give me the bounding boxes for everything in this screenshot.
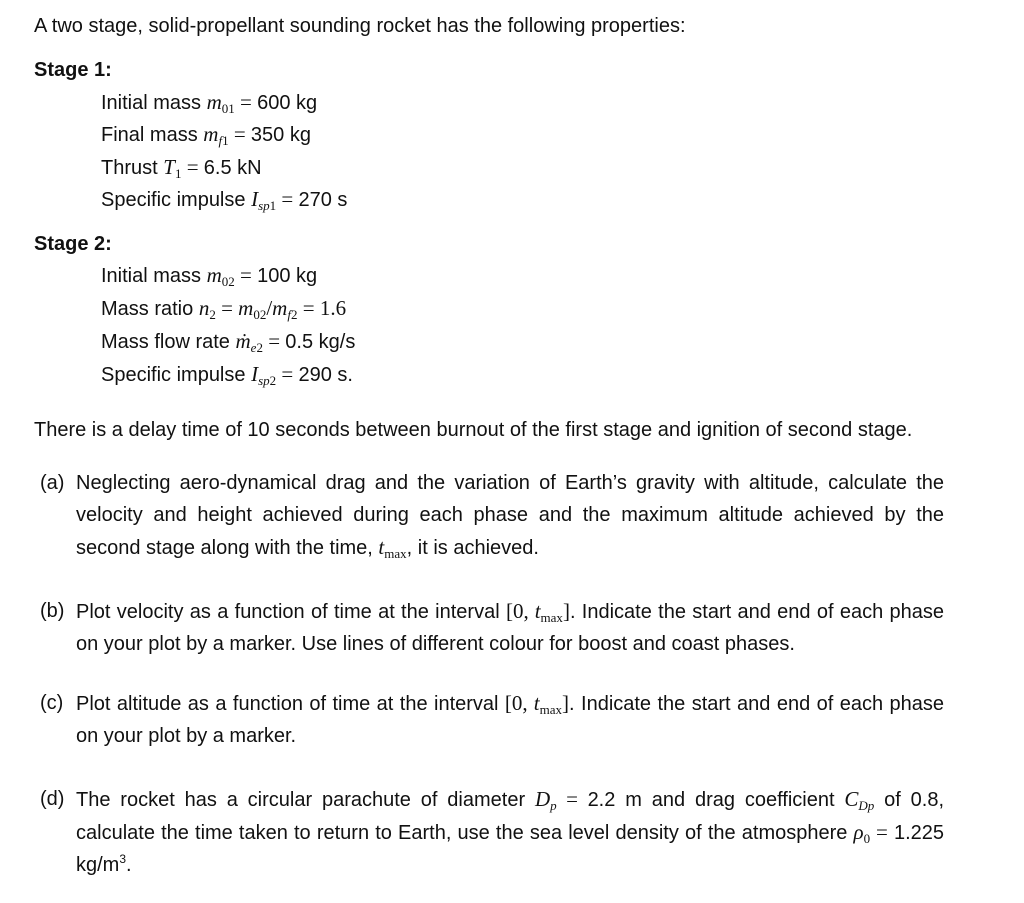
- part-a-text: [76, 467, 944, 564]
- stage1-isp-label: Specific impulse: [101, 189, 246, 211]
- part-c-text: [76, 687, 944, 752]
- stage2-initial-mass-label: Initial mass: [101, 265, 202, 287]
- stage2-mass-flow-value: 0.5 kg/s: [285, 331, 356, 353]
- stage1-isp: [101, 187, 347, 212]
- stage2-mass-ratio: [101, 296, 346, 321]
- stage1-thrust: [101, 155, 262, 180]
- part-b-text: [76, 595, 944, 660]
- tmax-symbol: $t_{max}$: [378, 535, 407, 561]
- m01-symbol: $m_{01}$ =: [206, 90, 258, 116]
- dp-symbol: $D_p$ =: [534, 787, 588, 813]
- isp1-symbol: $I_{sp1}$ =: [251, 187, 299, 213]
- part-a-text-after: , it is achieved.: [406, 537, 539, 559]
- stage2-initial-mass: [101, 263, 317, 288]
- mdot-e2-symbol: ṁ$_{e2}$ =: [235, 329, 286, 355]
- mf1-symbol: $m_{f1}$ =: [203, 122, 251, 148]
- stage1-initial-mass: [101, 90, 317, 115]
- part-d-text: [76, 783, 944, 881]
- t1-symbol: $T_1$ =: [163, 155, 204, 181]
- stage1-thrust-label: Thrust: [101, 157, 158, 179]
- stage1-initial-mass-value: 600 kg: [257, 92, 318, 114]
- stage2-mass-ratio-value: 1.6: [319, 296, 347, 320]
- stage1-heading: Stage 1:: [34, 59, 112, 81]
- stage2-heading: Stage 2:: [34, 233, 112, 255]
- stage2-isp: [101, 362, 353, 387]
- stage1-final-mass-value: 350 kg: [250, 124, 311, 146]
- part-c-text-before: Plot altitude as a function of time at the interval: [76, 693, 499, 715]
- part-b-text-after: . Indicate the start and end of each phase on your plot by a marker. Use lines of different colour for boost and coast phases.: [76, 601, 944, 655]
- stage1-final-mass-label: Final mass: [101, 124, 198, 146]
- part-c-text-after: . Indicate the start and end of each phase on your plot by a marker.: [76, 693, 945, 747]
- interval-symbol: [0, $t_{max}$]: [504, 691, 570, 717]
- part-a-text-before: Neglecting aero-dynamical drag and the variation of Earth’s gravity with altitude, calculate the velocity and height achieved during each phase and the maximum altitude achieved by the second stage along with the time,: [76, 472, 944, 559]
- stage1-initial-mass-label: Initial mass: [101, 92, 202, 114]
- part-d-text-3: of 0.8, calculate the time taken to return to Earth, use the sea level density of the atmosphere: [76, 789, 945, 844]
- part-d-text-1: The rocket has a circular parachute of diameter: [76, 789, 526, 811]
- intro-text: A two stage, solid-propellant sounding rocket has the following properties:: [34, 15, 686, 37]
- rho-value: 1.225 kg/m: [76, 822, 945, 876]
- stage2-isp-value: 290 s.: [298, 364, 353, 386]
- stage1-isp-value: 270 s: [298, 189, 348, 211]
- stage1-thrust-value: 6.5 kN: [203, 157, 262, 179]
- stage2-initial-mass-value: 100 kg: [257, 265, 318, 287]
- mass-ratio-formula: $n_2 = m_{02}/m_{f2} = 1.6$: [198, 296, 347, 322]
- part-d-text-2: and drag coefficient: [651, 789, 835, 811]
- cdp-symbol: $C_{Dp}$: [844, 787, 875, 813]
- part-d-label: (d): [40, 788, 65, 810]
- rho0-symbol: $\rho_0$ =: [853, 820, 888, 846]
- delay-text: There is a delay time of 10 seconds between burnout of the first stage and ignition of second stage.: [34, 419, 913, 441]
- isp2-symbol: $I_{sp2}$ =: [251, 362, 299, 388]
- rho-exponent: 3: [119, 852, 127, 866]
- part-b-text-before: Plot velocity as a function of time at the interval: [76, 601, 500, 623]
- part-a-label: (a): [40, 472, 65, 494]
- interval-symbol: [0, $t_{max}$]: [505, 599, 570, 625]
- stage2-mass-ratio-label: Mass ratio: [101, 298, 194, 320]
- stage2-mass-flow-label: Mass flow rate: [101, 331, 230, 353]
- stage2-isp-label: Specific impulse: [101, 364, 246, 386]
- stage1-final-mass: [101, 122, 311, 147]
- part-c-label: (c): [40, 692, 64, 714]
- part-d-end: .: [126, 854, 132, 876]
- dp-value: 2.2 m: [587, 789, 642, 811]
- part-b-label: (b): [40, 600, 65, 622]
- stage2-mass-flow: [101, 329, 355, 354]
- m02-symbol: $m_{02}$ =: [206, 263, 258, 289]
